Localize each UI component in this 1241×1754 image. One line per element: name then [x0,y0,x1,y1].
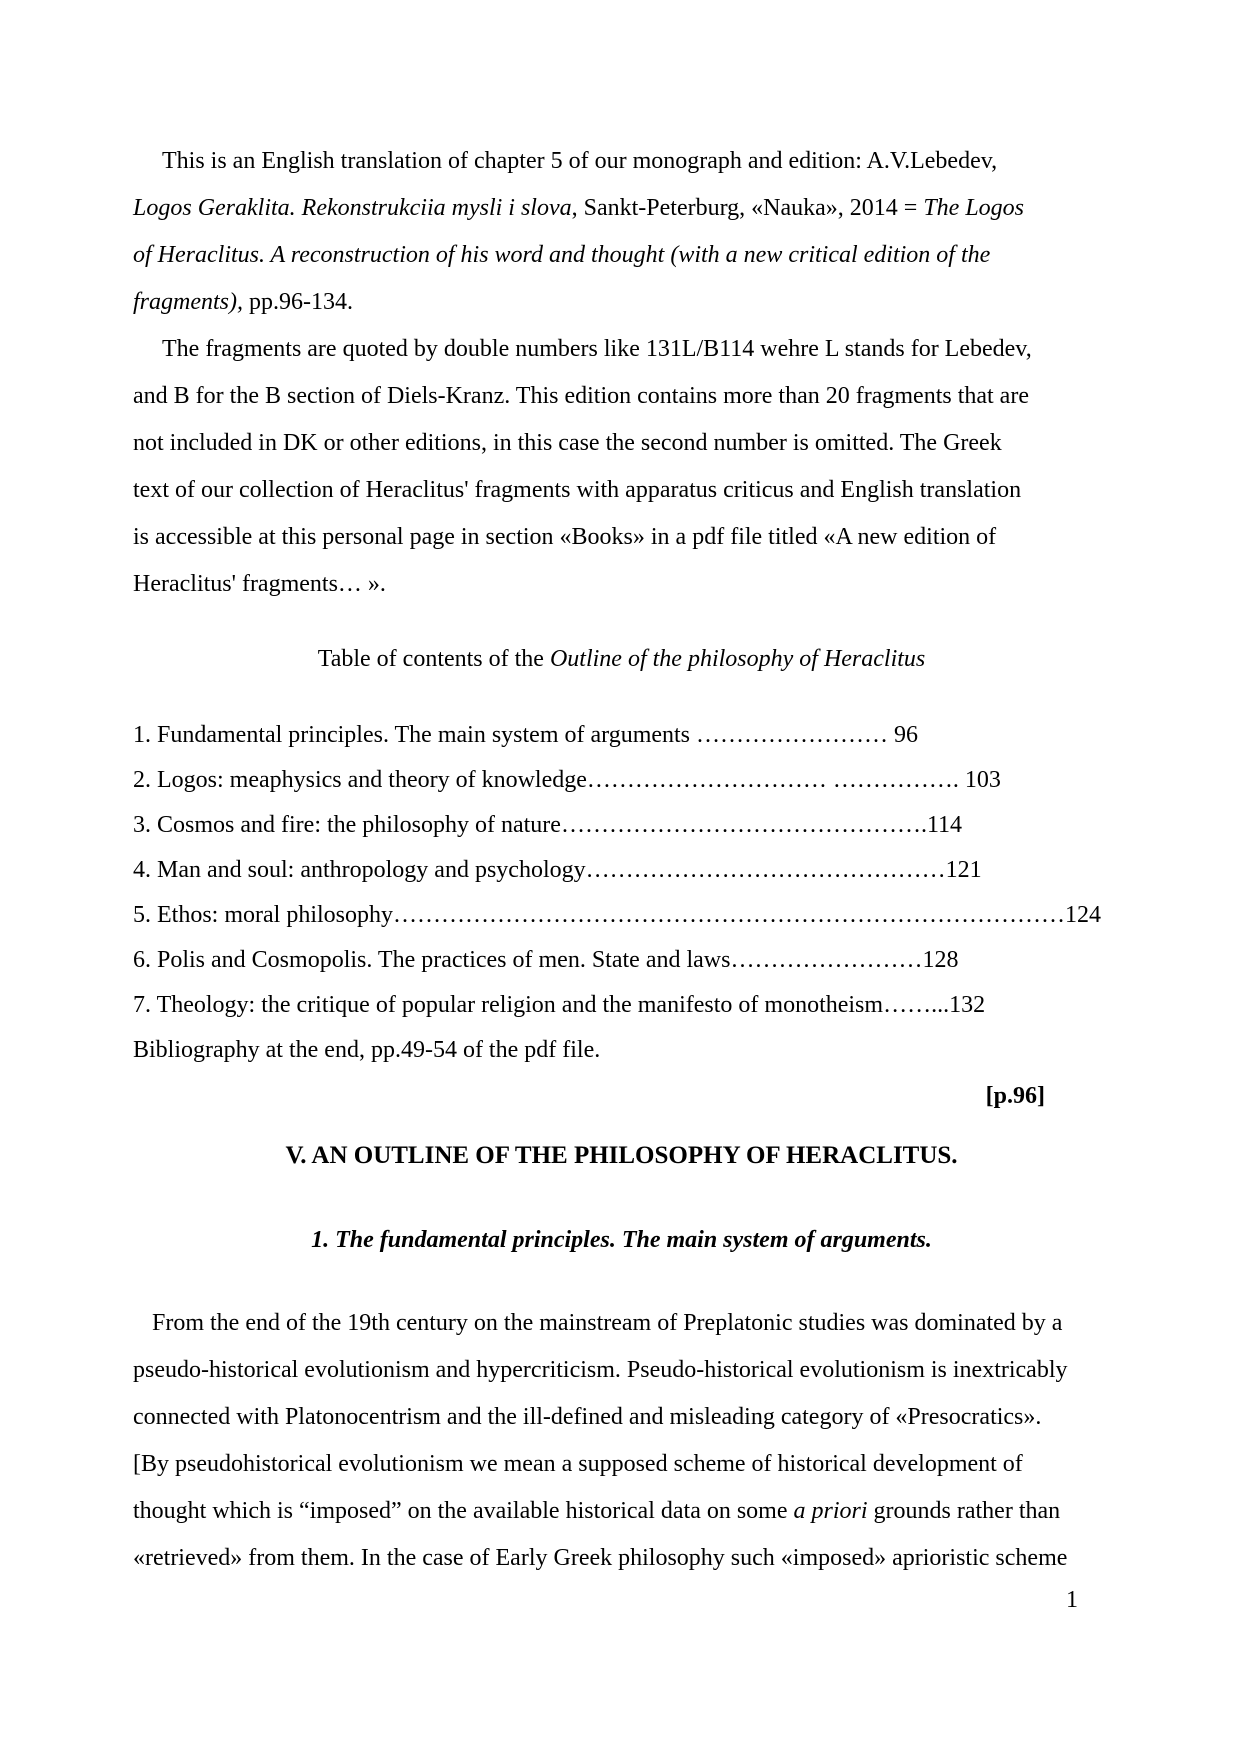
text-line: connected with Platonocentrism and the ill-defined and misleading category of «Presocratics». [133,1404,1042,1430]
italic-title-run: fragments), [133,289,243,315]
toc-page-number: 96 [888,722,919,748]
toc-bibliography-note: Bibliography at the end, pp.49-54 of the pdf file. [133,1037,601,1063]
toc-heading [133,636,1110,683]
toc-page-number: 114 [926,812,963,838]
text-line: [By pseudohistorical evolutionism we mean a supposed scheme of historical development of [133,1451,1023,1477]
dot-leader: ………………………………………………………………………… [393,902,1065,928]
toc-entry-label: 5. Ethos: moral philosophy [133,902,393,928]
toc-page-number: 124 [1065,902,1101,928]
intro-paragraph [133,138,1110,326]
toc-page-number: 132 [949,992,986,1018]
text-line: not included in DK or other editions, in this case the second number is omitted. The Greek [133,430,1002,456]
text-run: pp.96-134. [243,289,353,315]
toc-page-number: 128 [922,947,959,973]
text-line: This is an English translation of chapter 5 of our monograph and edition: A.V.Lebedev, [162,148,998,174]
text-line: From the end of the 19th century on the mainstream of Preplatonic studies was dominated by a [152,1310,1063,1336]
dot-leader: …………………… [730,947,923,973]
section-heading: V. AN OUTLINE OF THE PHILOSOPHY OF HERACLITUS. [285,1142,958,1169]
text-run: grounds rather than [867,1498,1061,1524]
italic-title-run: The Logos [923,195,1024,221]
table-of-contents [133,713,1110,1073]
sub-heading: 1. The fundamental principles. The main system of arguments. [311,1227,932,1253]
toc-entry [133,893,1110,938]
toc-page-number: 103 [958,767,1001,793]
text-line: is accessible at this personal page in section «Books» in a pdf file titled «A new edition of [133,524,997,550]
toc-entry [133,938,1110,983]
dot-leader: ……... [883,992,950,1018]
toc-heading-italic-title: Outline of the philosophy of Heraclitus [549,646,926,672]
text-line: text of our collection of Heraclitus' fragments with apparatus criticus and English translation [133,477,1022,503]
fragments-note-paragraph [133,326,1110,608]
text-line: «retrieved» from them. In the case of Early Greek philosophy such «imposed» aprioristic scheme [133,1545,1068,1571]
text-line: and B for the B section of Diels-Kranz. This edition contains more than 20 fragments that are [133,383,1029,409]
italic-latin-run: a priori [793,1498,868,1524]
toc-entry-label: 1. Fundamental principles. The main system of arguments [133,722,697,748]
page-number: 1 [1066,1587,1078,1613]
toc-entry-label: 2. Logos: meaphysics and theory of knowledge [133,767,587,793]
text-line [133,279,1110,326]
toc-entry [133,758,1110,803]
toc-entry-label: 4. Man and soul: anthropology and psychology [133,857,586,883]
text-line [133,185,1110,232]
dot-leader: …………………… [696,722,889,748]
text-run: thought which is “imposed” on the available historical data on some [133,1498,794,1524]
page-break-marker: [p.96] [985,1083,1045,1109]
toc-entry-label: 7. Theology: the critique of popular religion and the manifesto of monotheism [133,992,884,1018]
toc-entry [133,713,1110,758]
italic-title-run: Logos Geraklita. Rekonstrukciia mysli i slova [133,195,572,221]
toc-entry [133,803,1110,848]
toc-entry [133,848,1110,893]
toc-entry-label: 3. Cosmos and fire: the philosophy of nature [133,812,561,838]
text-line: pseudo-historical evolutionism and hypercriticism. Pseudo-historical evolutionism is inextricably [133,1357,1068,1383]
text-line: The fragments are quoted by double numbers like 131L/B114 wehre L stands for Lebedev, [162,336,1032,362]
text-line: Heraclitus' fragments… ». [133,571,386,597]
dot-leader: ……………………………………… [585,857,946,883]
text-line [133,1488,1110,1535]
toc-entry-label: 6. Polis and Cosmopolis. The practices of men. State and laws [133,947,731,973]
text-line: of Heraclitus. A reconstruction of his word and thought (with a new critical edition of the [133,242,991,268]
toc-entry [133,983,1110,1028]
body-paragraph [133,1300,1110,1582]
toc-heading-roman: Table of contents of the [317,646,550,672]
dot-leader: ………………………… ……………. [586,767,959,793]
text-run: , Sankt-Peterburg, «Nauka», 2014 = [571,195,924,221]
toc-page-number: 121 [945,857,982,883]
dot-leader: ………………………………………. [560,812,927,838]
